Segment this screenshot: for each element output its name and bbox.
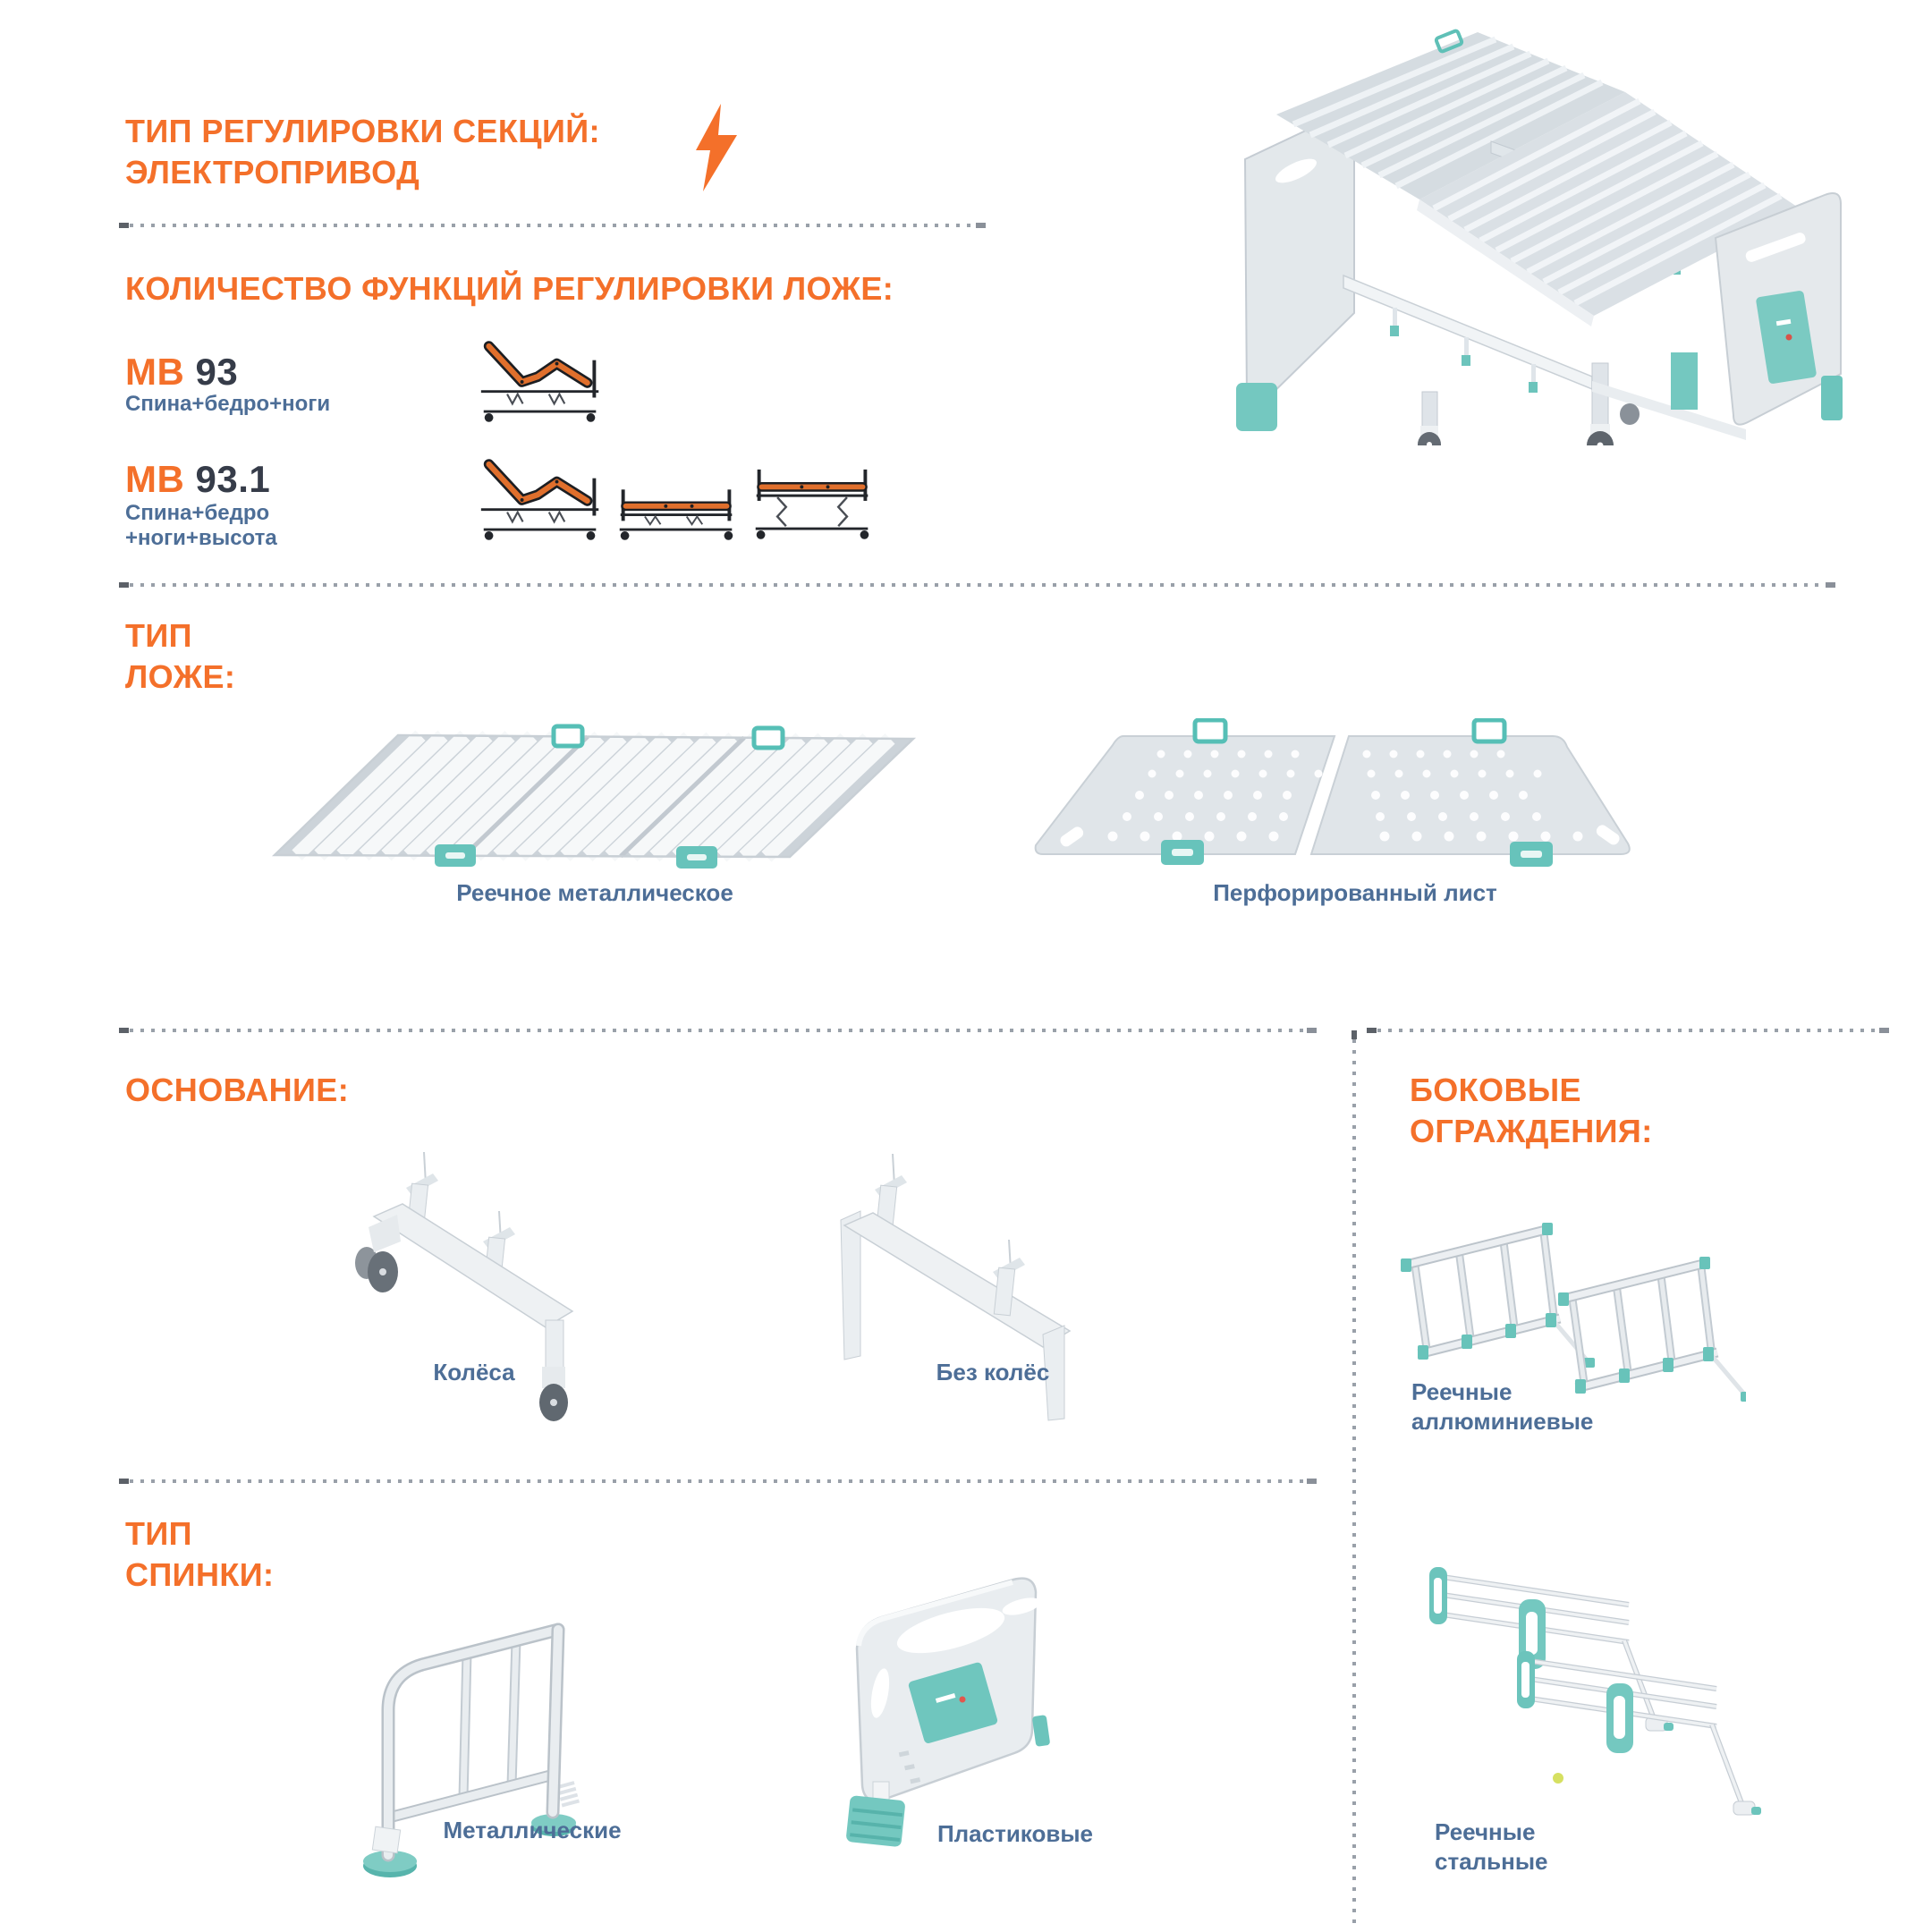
section-adjustment-title: [125, 111, 600, 193]
dotted-divider-vertical: [1352, 1039, 1356, 1925]
bed-profile-flat-high: [748, 454, 878, 544]
model-code-prefix: МВ: [125, 458, 185, 500]
section-adjustment-title-line2: ЭЛЕКТРОПРИВОД: [125, 154, 420, 191]
siderails-title: [1410, 1070, 1653, 1152]
bed-profile-flat-low: [612, 456, 742, 544]
platform-type-title-line2: ЛОЖЕ:: [125, 658, 236, 695]
base-title: ОСНОВАНИЕ:: [125, 1072, 350, 1108]
model-description-line1: Спина+бедро: [125, 501, 270, 525]
platform-type-title-line1: ТИП: [125, 617, 192, 654]
backrest-title-line2: СПИНКИ:: [125, 1556, 275, 1593]
model-code-number: 93: [195, 351, 239, 393]
platform-type-title: [125, 615, 235, 698]
model-description-line2: +ноги+высота: [125, 526, 277, 550]
siderails-option-label-line1: Реечные: [1411, 1378, 1513, 1405]
lightning-icon: [694, 104, 741, 191]
dotted-divider: [130, 583, 1825, 587]
bed-profile-articulated: [476, 338, 606, 426]
siderails-option-label-line2: стальные: [1435, 1848, 1548, 1875]
dotted-divider: [130, 1479, 1306, 1483]
siderails-option-label-line1: Реечные: [1435, 1818, 1536, 1845]
platform-option-label: Перфорированный лист: [1213, 879, 1497, 906]
model-description: Спина+бедро+ноги: [125, 392, 331, 416]
dotted-divider: [130, 224, 975, 227]
dotted-divider: [130, 1029, 1306, 1032]
siderails-option-label: [1435, 1818, 1548, 1877]
backrest-title-line1: ТИП: [125, 1515, 192, 1552]
steel-side-rails-illustration: [1410, 1555, 1767, 1850]
siderails-title-line2: ОГРАЖДЕНИЯ:: [1410, 1113, 1653, 1149]
backrest-title: [125, 1513, 274, 1596]
model-code: [125, 460, 270, 499]
plastic-backrest-illustration: [821, 1563, 1089, 1859]
siderails-title-line1: БОКОВЫЕ: [1410, 1072, 1581, 1108]
slatted-metal-platform-illustration: [264, 721, 926, 873]
bed-profile-articulated: [476, 456, 606, 544]
section-adjustment-title-line1: ТИП РЕГУЛИРОВКИ СЕКЦИЙ:: [125, 113, 600, 149]
siderails-option-label: [1411, 1377, 1593, 1436]
platform-option-label: Реечное металлическое: [456, 879, 733, 906]
perforated-sheet-platform-illustration: [1027, 718, 1680, 875]
backrest-option-label: Металлические: [443, 1817, 622, 1843]
base-option-label: Без колёс: [936, 1359, 1050, 1385]
dotted-divider: [1377, 1029, 1878, 1032]
model-code-prefix: МВ: [125, 351, 185, 393]
base-option-label: Колёса: [433, 1359, 515, 1385]
model-code: [125, 352, 238, 392]
backrest-option-label: Пластиковые: [936, 1820, 1094, 1847]
functions-title: КОЛИЧЕСТВО ФУНКЦИЙ РЕГУЛИРОВКИ ЛОЖЕ:: [125, 270, 894, 307]
model-description: [125, 501, 277, 551]
siderails-option-label-line2: аллюминиевые: [1411, 1408, 1594, 1435]
hospital-bed-illustration: [1209, 7, 1889, 445]
model-code-number: 93.1: [195, 458, 271, 500]
